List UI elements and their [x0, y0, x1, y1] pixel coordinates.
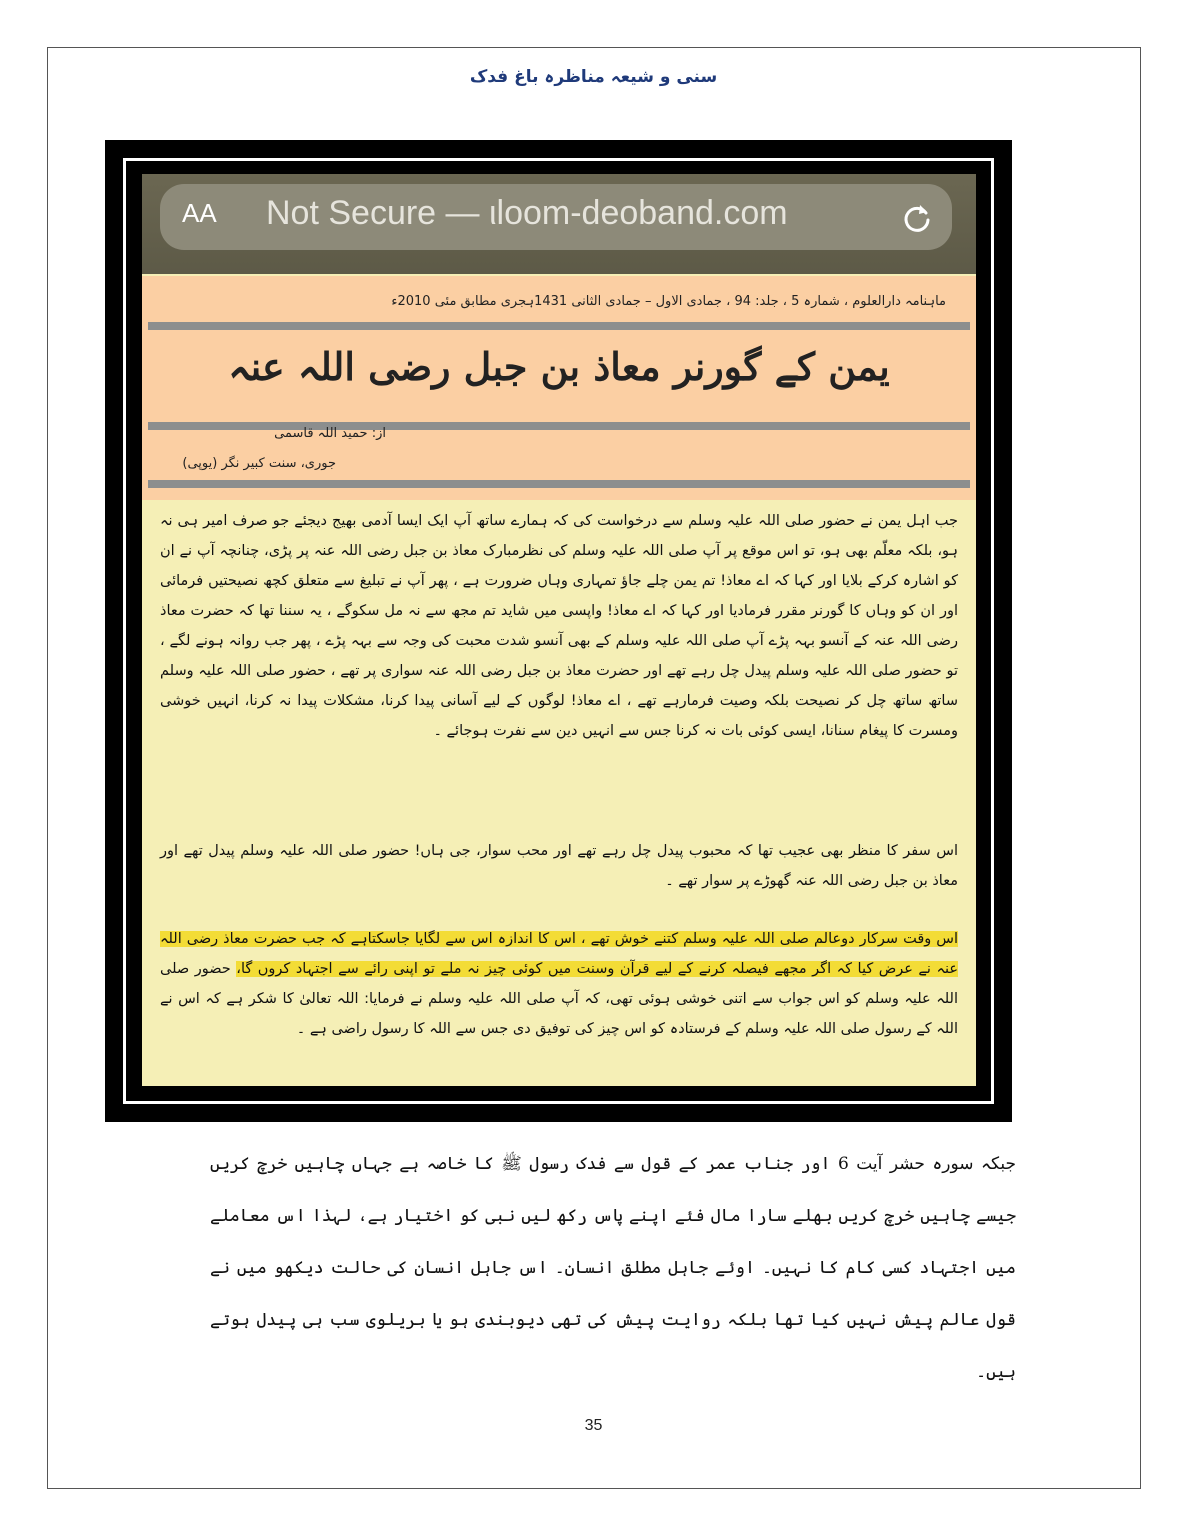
- divider-rule: [148, 480, 970, 488]
- article-title: یمن کے گورنر معاذ بن جبل رضی اللہ عنہ: [228, 344, 890, 389]
- issue-meta-line: ماہنامہ دارالعلوم ، شمارہ 5 ، جلد: 94 ، جمادی الاول – جمادی الثانی 1431ہجری مطابق مئی 2010ء: [391, 294, 946, 309]
- text-size-button[interactable]: [182, 198, 217, 229]
- divider-rule: [148, 422, 970, 430]
- author-place: جوری، سنت کبیر نگر (یوپی): [182, 456, 336, 471]
- text-size-label: AA: [182, 198, 217, 228]
- commentary-paragraph: جبکہ سورہ حشر آیت 6 اور جناب عمر کے قول سے فدک رسول ﷺ کا خاصہ ہے جہاں چاہیں خرچ کریں جیسے چاہیں خرچ کریں بھلے سارا مال فئے اپنے پاس رکھ لیں نبی کو اختیار ہے، لہذا اس معاملے میں اجتہاد کسی کام کا نہیں۔ اوئے جاہل مطلق انسان۔ اس جاہل انسان کی حالت دیکھو میں نے قول عالم پیش نہیں کیا تھا بلکہ روایت پیش کی تھی دیوبندی ہو یا بریلوی سب ہی پیدل ہوتے ہیں۔: [210, 1154, 1016, 1382]
- divider-rule: [148, 322, 970, 330]
- page-number: 35: [584, 1417, 603, 1434]
- browser-address-bar: [142, 174, 976, 274]
- paragraph-text: حضور صلی اللہ علیہ وسلم کو اس جواب سے اتنی خوشی ہوئی تھی، کہ آپ صلی اللہ علیہ وسلم نے فرمایا: اللہ تعالیٰ کا شکر ہے کہ اس نے اللہ کے رسول صلی اللہ علیہ وسلم کے فرستادہ کو اس چیز کی توفیق دی جس سے اللہ کا رسول راضی ہے ۔: [160, 961, 958, 1037]
- article-paragraph-3: [160, 924, 958, 1044]
- url-text: Not Secure — ιloom-deoband.com: [266, 194, 788, 232]
- article-paragraph-2: اس سفر کا منظر بھی عجیب تھا کہ محبوب پیدل چل رہے تھے اور محب سوار، جی ہاں! حضور صلی اللہ علیہ وسلم پیدل تھے اور معاذ بن جبل رضی اللہ عنہ گھوڑے پر سوار تھے ۔: [160, 843, 958, 889]
- highlighted-text: اس وقت سرکار دوعالم صلی اللہ علیہ وسلم کتنے خوش تھے ، اس کا اندازہ اس سے لگایا جاسکتاہے کہ جب حضرت معاذ رضی اللہ عنہ نے عرض کیا کہ اگر مجھے فیصلہ کرنے کے لیے قرآن وسنت میں کوئی چیز نہ ملے تو اپنی رائے سے اجتہاد کروں گا،: [160, 931, 958, 977]
- reload-icon[interactable]: [900, 201, 934, 235]
- running-header: سنی و شیعہ مناظرہ باغ فدک: [469, 67, 718, 87]
- article-author: از: حمید اللہ قاسمی: [274, 426, 386, 441]
- article-paragraph-1: جب اہل یمن نے حضور صلی اللہ علیہ وسلم سے درخواست کی کہ ہمارے ساتھ آپ ایک ایسا آدمی بھیج دیجئے جو صرف امیر ہی نہ ہو، بلکہ معلّم بھی ہو، تو اس موقع پر آپ صلی اللہ علیہ وسلم کی نظرمبارک معاذ بن جبل رضی اللہ عنہ پر پڑی، چنانچہ آپ نے ان کو اشارہ کرکے بلایا اور کہا کہ اے معاذ! تم یمن چلے جاؤ تمہاری وہاں ضرورت ہے ، پھر آپ نے تبلیغ سے متعلق کچھ نصیحتیں فرمائی اور ان کو وہاں کا گورنر مقرر فرمادیا اور کہا کہ اے معاذ! واپسی میں شاید تم مجھ سے نہ مل سکوگے ، یہ سننا تھا کہ حضرت معاذ رضی اللہ عنہ کے آنسو بہہ پڑے آپ صلی اللہ علیہ وسلم کے بھی آنسو شدت محبت کی وجہ سے بہہ پڑے ، پھر جب روانہ ہونے لگے ، تو حضور صلی اللہ علیہ وسلم پیدل چل رہے تھے اور حضرت معاذ بن جبل رضی اللہ عنہ سواری پر تھے ، حضور صلی اللہ علیہ وسلم ساتھ ساتھ چل کر نصیحت بلکہ وصیت فرمارہے تھے ، اے معاذ! لوگوں کے لیے آسانی پیدا کرنا، مشکلات پیدا نہ کرنا، انہیں خوشی ومسرت کا پیغام سنانا، ایسی کوئی بات نہ کرنا جس سے انہیں دین سے نفرت ہوجائے ۔: [160, 513, 958, 739]
- url-field[interactable]: [160, 184, 952, 250]
- embedded-screenshot: [142, 174, 976, 1086]
